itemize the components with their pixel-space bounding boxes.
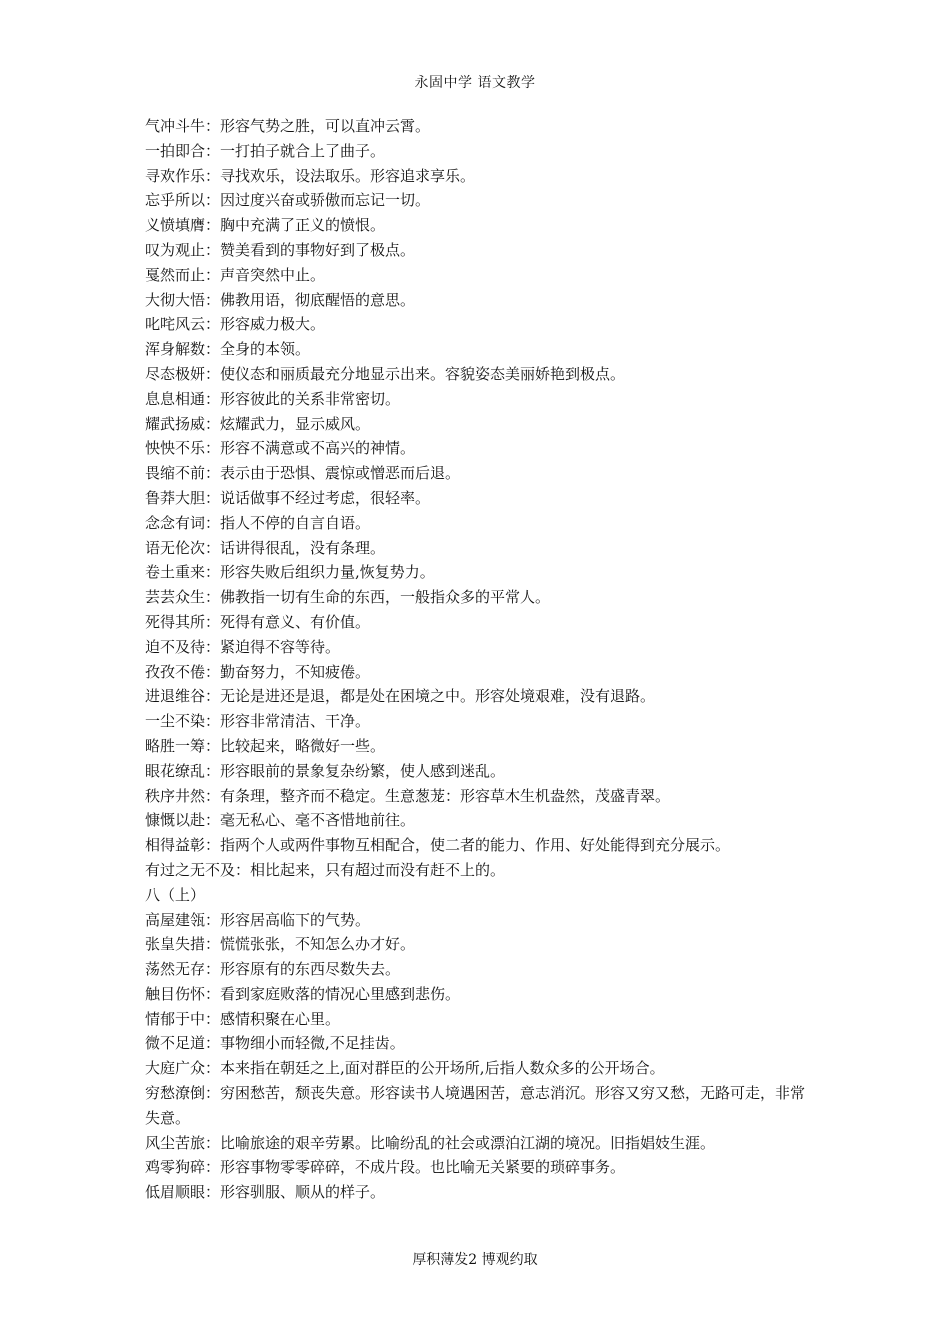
idiom-definition: 本来指在朝廷之上,面对群臣的公开场所,后指人数众多的公开场合。: [220, 1059, 665, 1078]
idiom-term: 鲁莽大胆: [145, 488, 206, 507]
idiom-separator: ：: [205, 687, 221, 706]
idiom-term: 一尘不染: [145, 712, 206, 731]
idiom-entry: [145, 1031, 817, 1056]
idiom-term: 低眉顺眼: [145, 1183, 206, 1202]
idiom-separator: ：: [205, 216, 221, 235]
idiom-entry: [145, 560, 817, 585]
idiom-entry: [145, 362, 817, 387]
idiom-separator: ：: [205, 984, 221, 1003]
idiom-separator: ：: [205, 364, 221, 383]
idiom-term: 眼花缭乱: [145, 761, 206, 780]
idiom-entry: [145, 164, 817, 189]
idiom-separator: ：: [205, 712, 221, 731]
idiom-entry: [145, 635, 817, 660]
idiom-entry: [145, 188, 817, 213]
idiom-definition: 指人不停的自言自语。: [220, 513, 371, 532]
idiom-entry: [145, 982, 817, 1007]
idiom-separator: ：: [205, 588, 221, 607]
idiom-definition: 寻找欢乐，设法取乐。形容追求享乐。: [220, 166, 476, 185]
idiom-separator: ：: [205, 513, 221, 532]
idiom-entry: [145, 461, 817, 486]
idiom-definition: 佛教用语，彻底醒悟的意思。: [220, 290, 416, 309]
idiom-separator: ：: [205, 637, 221, 656]
idiom-definition: 形容眼前的景象复杂纷繁，使人感到迷乱。: [220, 761, 506, 780]
idiom-definition: 死得有意义、有价值。: [220, 612, 371, 631]
idiom-term: 大彻大悟: [145, 290, 206, 309]
idiom-term: 相得益彰: [145, 836, 206, 855]
idiom-term: 风尘苦旅: [145, 1133, 206, 1152]
idiom-entry: [145, 412, 817, 437]
idiom-definition: 形容不满意或不高兴的神情。: [220, 439, 416, 458]
idiom-entry: [145, 1056, 817, 1081]
idiom-term: 秩序井然: [145, 786, 206, 805]
idiom-term: 忘乎所以: [145, 191, 206, 210]
idiom-separator: ：: [205, 662, 221, 681]
idiom-separator: ：: [205, 761, 221, 780]
idiom-entry: [145, 610, 817, 635]
idiom-separator: ：: [205, 488, 221, 507]
idiom-separator: ：: [205, 836, 221, 855]
idiom-separator: ：: [205, 389, 221, 408]
idiom-definition: 话讲得很乱，没有条理。: [220, 538, 386, 557]
idiom-separator: ：: [205, 141, 221, 160]
idiom-definition: 胸中充满了正义的愤恨。: [220, 216, 386, 235]
idiom-term: 浑身解数: [145, 340, 206, 359]
idiom-entry: [145, 784, 817, 809]
idiom-entry: [145, 213, 817, 238]
idiom-term: 耀武扬威: [145, 414, 206, 433]
idiom-entry: [145, 759, 817, 784]
idiom-term: 迫不及待: [145, 637, 206, 656]
idiom-entry: [145, 387, 817, 412]
idiom-entry: [145, 660, 817, 685]
idiom-definition: 感情积聚在心里。: [220, 1009, 341, 1028]
idiom-definition: 声音突然中止。: [220, 265, 326, 284]
idiom-term: 微不足道: [145, 1034, 206, 1053]
idiom-entry: [145, 288, 817, 313]
idiom-definition: 全身的本领。: [220, 340, 311, 359]
idiom-entry: [145, 536, 817, 561]
idiom-term: 荡然无存: [145, 960, 206, 979]
idiom-separator: ：: [205, 563, 221, 582]
idiom-separator: ：: [205, 612, 221, 631]
idiom-definition: 勤奋努力，不知疲倦。: [220, 662, 371, 681]
idiom-term: 孜孜不倦: [145, 662, 206, 681]
idiom-term: 略胜一筹: [145, 736, 206, 755]
idiom-entry: [145, 1180, 817, 1205]
idiom-definition: 毫无私心、毫不吝惜地前往。: [220, 811, 416, 830]
idiom-term: 进退维谷: [145, 687, 206, 706]
page-footer: 厚积薄发2 博观约取: [412, 1252, 538, 1268]
idiom-entry: [145, 486, 817, 511]
idiom-separator: ：: [205, 1034, 221, 1053]
idiom-separator: ：: [205, 265, 221, 284]
idiom-separator: ：: [205, 439, 221, 458]
idiom-entry: [145, 511, 817, 536]
idiom-definition: 形容气势之胜，可以直冲云霄。: [220, 117, 431, 135]
idiom-entry: [145, 263, 817, 288]
idiom-separator: ：: [205, 1158, 221, 1177]
idiom-term: 张皇失措: [145, 935, 206, 954]
idiom-separator: ：: [235, 860, 251, 879]
idiom-separator: ：: [205, 538, 221, 557]
idiom-definition: 形容原有的东西尽数失去。: [220, 960, 401, 979]
idiom-term: 鸡零狗碎: [145, 1158, 206, 1177]
section-heading: 八（上）: [145, 885, 206, 904]
idiom-separator: ：: [205, 1084, 221, 1103]
idiom-entry: [145, 1155, 817, 1180]
idiom-definition: 因过度兴奋或骄傲而忘记一切。: [220, 191, 431, 210]
idiom-term: 义愤填膺: [145, 216, 206, 235]
idiom-entry: [145, 684, 817, 709]
idiom-separator: ：: [205, 340, 221, 359]
idiom-separator: ：: [205, 1059, 221, 1078]
idiom-term: 高屋建瓴: [145, 910, 206, 929]
idiom-definition: 无论是进还是退，都是处在困境之中。形容处境艰难，没有退路。: [220, 687, 656, 706]
idiom-entry: [145, 932, 817, 957]
idiom-definition: 慌慌张张，不知怎么办才好。: [220, 935, 416, 954]
idiom-definition: 比较起来，略微好一些。: [220, 736, 386, 755]
idiom-term: 一拍即合: [145, 141, 206, 160]
idiom-entry: [145, 1131, 817, 1156]
idiom-definition: 表示由于恐惧、震惊或憎恶而后退。: [220, 464, 461, 483]
idiom-term: 有过之无不及: [145, 860, 236, 879]
idiom-definition: 形容彼此的关系非常密切。: [220, 389, 401, 408]
idiom-definition: 相比起来，只有超过而没有赶不上的。: [250, 860, 506, 879]
idiom-separator: ：: [205, 910, 221, 929]
idiom-separator: ：: [205, 290, 221, 309]
idiom-separator: ：: [205, 414, 221, 433]
idiom-entry: [145, 1007, 817, 1032]
idiom-definition: 使仪态和丽质最充分地显示出来。容貌姿态美丽娇艳到极点。: [220, 364, 626, 383]
idiom-separator: ：: [205, 315, 221, 334]
idiom-term: 触目伤怀: [145, 984, 206, 1003]
idiom-term: 穷愁潦倒: [145, 1084, 206, 1103]
idiom-definition: 有条理，整齐而不稳定。生意葱茏：形容草木生机盎然，茂盛青翠。: [220, 786, 671, 805]
idiom-entry: [145, 114, 817, 139]
idiom-entry: [145, 709, 817, 734]
idiom-definition: 形容居高临下的气势。: [220, 910, 371, 929]
idiom-definition: 看到家庭败落的情况心里感到悲伤。: [220, 984, 461, 1003]
idiom-term: 芸芸众生: [145, 588, 206, 607]
idiom-separator: ：: [205, 1009, 221, 1028]
idiom-definition: 穷困愁苦，颓丧失意。形容读书人境遇困苦，意志消沉。形容又穷又愁，无路可走，非常失意。: [145, 1084, 806, 1127]
idiom-term: 尽态极妍: [145, 364, 206, 383]
idiom-separator: ：: [205, 736, 221, 755]
idiom-definition: 说话做事不经过考虑，很轻率。: [220, 488, 431, 507]
idiom-separator: ：: [205, 240, 221, 259]
idiom-definition: 形容非常清洁、干净。: [220, 712, 371, 731]
idiom-separator: ：: [205, 191, 221, 210]
idiom-definition: 紧迫得不容等待。: [220, 637, 341, 656]
idiom-entry: [145, 312, 817, 337]
idiom-entry: [145, 436, 817, 461]
idiom-separator: ：: [205, 811, 221, 830]
idiom-definition: 比喻旅途的艰辛劳累。比喻纷乱的社会或漂泊江湖的境况。旧指娼妓生涯。: [220, 1133, 716, 1152]
idiom-separator: ：: [205, 117, 221, 135]
idiom-definition: 赞美看到的事物好到了极点。: [220, 240, 416, 259]
idiom-term: 语无伦次: [145, 538, 206, 557]
idiom-term: 戛然而止: [145, 265, 206, 284]
idiom-entry: [145, 858, 817, 883]
idiom-definition: 佛教指一切有生命的东西，一般指众多的平常人。: [220, 588, 551, 607]
idiom-definition: 事物细小而轻微,不足挂齿。: [220, 1034, 405, 1053]
idiom-term: 怏怏不乐: [145, 439, 206, 458]
idiom-entry: [145, 1081, 817, 1131]
idiom-term: 叱咤风云: [145, 315, 206, 334]
idiom-separator: ：: [205, 786, 221, 805]
idiom-term: 死得其所: [145, 612, 206, 631]
idiom-term: 寻欢作乐: [145, 166, 206, 185]
idiom-term: 气冲斗牛: [145, 117, 206, 135]
idiom-definition: 形容驯服、顺从的样子。: [220, 1183, 386, 1202]
idiom-entry: [145, 139, 817, 164]
idiom-term: 叹为观止: [145, 240, 206, 259]
idiom-list: [145, 114, 817, 1205]
idiom-definition: 炫耀武力，显示威风。: [220, 414, 371, 433]
idiom-entry: [145, 337, 817, 362]
idiom-entry: [145, 585, 817, 610]
idiom-separator: ：: [205, 464, 221, 483]
idiom-entry: [145, 238, 817, 263]
idiom-definition: 形容威力极大。: [220, 315, 326, 334]
idiom-separator: ：: [205, 935, 221, 954]
idiom-term: 卷土重来: [145, 563, 206, 582]
idiom-definition: 形容事物零零碎碎，不成片段。也比喻无关紧要的琐碎事务。: [220, 1158, 626, 1177]
idiom-entry: [145, 908, 817, 933]
idiom-entry: [145, 957, 817, 982]
idiom-term: 大庭广众: [145, 1059, 206, 1078]
idiom-separator: ：: [205, 1183, 221, 1202]
idiom-separator: ：: [205, 166, 221, 185]
idiom-separator: ：: [205, 960, 221, 979]
page-header: 永固中学 语文教学: [414, 75, 536, 91]
idiom-term: 慷慨以赴: [145, 811, 206, 830]
idiom-entry: [145, 734, 817, 759]
idiom-term: 念念有词: [145, 513, 206, 532]
idiom-definition: 指两个人或两件事物互相配合，使二者的能力、作用、好处能得到充分展示。: [220, 836, 731, 855]
idiom-entry: [145, 833, 817, 858]
idiom-term: 畏缩不前: [145, 464, 206, 483]
idiom-definition: 一打拍子就合上了曲子。: [220, 141, 386, 160]
idiom-entry: [145, 808, 817, 833]
idiom-definition: 形容失败后组织力量,恢复势力。: [220, 563, 435, 582]
idiom-term: 息息相通: [145, 389, 206, 408]
idiom-term: 情郁于中: [145, 1009, 206, 1028]
idiom-separator: ：: [205, 1133, 221, 1152]
